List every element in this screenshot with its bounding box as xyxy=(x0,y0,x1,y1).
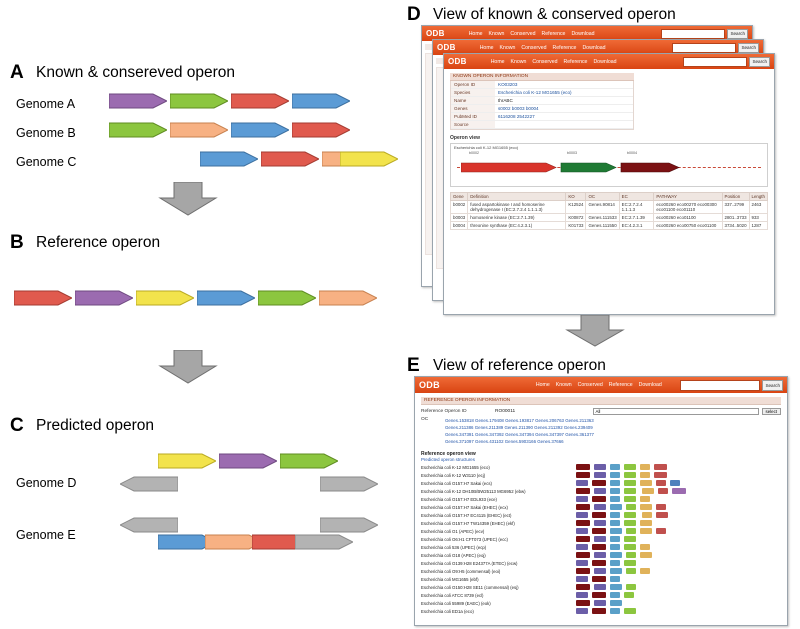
field-key: PubMed ID xyxy=(451,113,495,120)
cell-oc[interactable]: Genes.111533 xyxy=(586,214,619,222)
gene-tick-label: b0003 xyxy=(567,151,577,155)
organism-name: Escherichia coli O157:H7 TW14359 (EHEC) (ekf) xyxy=(421,521,515,526)
app-logo: ODB xyxy=(426,29,445,38)
flow-arrow-down xyxy=(565,315,625,352)
operon-glyphs xyxy=(574,552,734,559)
search-button[interactable]: Search xyxy=(762,380,783,391)
select-button[interactable]: select xyxy=(762,408,781,415)
oc-link[interactable]: Genes.371097 xyxy=(445,439,474,444)
nav-conserved[interactable]: Conserved xyxy=(532,58,558,65)
organism-name: Escherichia coli O18 (APEC) (eoj) xyxy=(421,553,486,558)
nav-known[interactable]: Known xyxy=(499,44,516,51)
search-button[interactable]: Search xyxy=(749,57,770,67)
cell-length: 2463 xyxy=(749,201,767,214)
oc-link[interactable]: Genes.239409 xyxy=(563,425,593,430)
oc-link[interactable]: Genes.206763 xyxy=(535,418,564,423)
search-input[interactable] xyxy=(683,57,747,67)
oc-link[interactable]: Genes.347391 xyxy=(445,432,474,437)
reference-operon-window[interactable] xyxy=(414,376,788,626)
gene-arrow xyxy=(340,150,398,168)
panel-a-title: Known & consereved operon xyxy=(36,64,236,81)
gene-arrow xyxy=(109,92,167,110)
cell-gene[interactable]: b0004 xyxy=(451,222,468,230)
cell-ko[interactable]: K01733 xyxy=(566,222,586,230)
gene-arrow xyxy=(292,121,350,139)
list-item[interactable] xyxy=(421,592,781,599)
predicted-operon-list xyxy=(421,464,781,615)
field-value: KO03203 xyxy=(498,82,518,87)
field-key: Genes xyxy=(451,105,495,112)
operon-glyphs xyxy=(574,584,734,591)
oc-link[interactable]: Genes.193817 xyxy=(505,418,534,423)
field-species xyxy=(451,89,633,97)
organism-name: Escherichia coli MG1655 (ebf) xyxy=(421,577,479,582)
gene-arrow xyxy=(170,92,228,110)
panel-d-title: View of known & conserved operon xyxy=(433,6,676,23)
cell-pathway[interactable]: eco00260 eco01100 xyxy=(654,214,722,222)
predicted-structures-link[interactable]: Predicted operon structures xyxy=(421,457,475,462)
field-key: Name xyxy=(451,97,495,104)
operon-glyphs xyxy=(574,568,734,575)
nav-download[interactable]: Download xyxy=(638,382,662,388)
gene-arrow-flanking xyxy=(320,516,378,534)
nav-reference[interactable]: Reference xyxy=(563,58,588,65)
flow-arrow-down xyxy=(158,350,218,389)
nav-conserved[interactable]: Conserved xyxy=(510,30,536,37)
list-item[interactable] xyxy=(421,568,781,575)
nav-known[interactable]: Known xyxy=(488,30,505,37)
oc-link[interactable]: Genes.431102 xyxy=(475,439,504,444)
cell-pathway[interactable]: eco00260 eco00750 eco01100 xyxy=(654,222,722,230)
organism-name: Escherichia coli K-12 W3110 (ecj) xyxy=(421,473,486,478)
cell-ec[interactable]: EC:2.7.1.39 xyxy=(619,214,654,222)
genome-label-b: Genome B xyxy=(16,126,76,140)
panel-e-letter: E xyxy=(407,355,420,376)
field-value[interactable]: s0002 b0003 b0004 xyxy=(498,106,539,111)
gene-arrow xyxy=(170,121,228,139)
list-item[interactable] xyxy=(421,504,781,511)
nav-home[interactable]: Home xyxy=(535,382,550,388)
cell-definition: fused aspartokinase I and homoserine dehydrogenase I (EC:2.7.2.4 1.1.1.3) xyxy=(468,201,566,214)
cell-oc[interactable]: Genes.111550 xyxy=(586,222,619,230)
operon-glyphs xyxy=(574,512,734,519)
cell-ko[interactable]: K12524 xyxy=(566,201,586,214)
organism-name: Escherichia coli 536 (UPEC) (ecp) xyxy=(421,545,487,550)
cell-gene[interactable]: b0003 xyxy=(451,214,468,222)
gene-arrow-flanking xyxy=(295,533,353,551)
nav-known[interactable]: Known xyxy=(555,382,572,388)
app-logo: ODB xyxy=(448,57,467,66)
operon-glyphs xyxy=(574,520,734,527)
nav-links xyxy=(491,59,617,65)
window-header xyxy=(415,377,787,393)
operon-glyphs xyxy=(574,592,734,599)
oc-link[interactable]: Genes.347392 xyxy=(475,432,504,437)
list-item[interactable] xyxy=(421,536,781,543)
genome-label-e: Genome E xyxy=(16,528,76,542)
operon-glyphs xyxy=(574,608,734,615)
search-area xyxy=(683,57,770,67)
search-input[interactable] xyxy=(672,43,736,53)
gene-arrow xyxy=(109,121,167,139)
organism-name: Escherichia coli K-12 MG1655 (eco) xyxy=(421,465,490,470)
operon-glyphs xyxy=(574,488,734,495)
search-input[interactable] xyxy=(680,380,760,391)
search-button[interactable]: Search xyxy=(727,29,748,39)
gene-tick-label: b0004 xyxy=(627,151,637,155)
table-row xyxy=(451,201,768,214)
field-value: thrABC xyxy=(498,98,513,103)
oc-link[interactable]: Genes.361377 xyxy=(565,432,594,437)
panel-a-letter: A xyxy=(10,62,24,83)
gene-arrow xyxy=(158,452,216,470)
gene-arrow xyxy=(292,92,350,110)
genome-label-d: Genome D xyxy=(16,476,77,490)
gene-arrow-flanking xyxy=(120,516,178,534)
gene-arrow xyxy=(136,289,194,307)
oc-link[interactable]: Genes.179408 xyxy=(475,418,504,423)
operon-glyphs xyxy=(574,576,734,583)
cell-position: 337..2799 xyxy=(722,201,749,214)
gene-tick-label: b0002 xyxy=(469,151,479,155)
table-header-row xyxy=(451,193,768,201)
field-source xyxy=(451,121,633,129)
operon-glyphs xyxy=(574,560,734,567)
genome-label-c: Genome C xyxy=(16,155,77,169)
organism-name: Escherichia coli O150:H28 SE11 (commensal) (esj) xyxy=(421,585,519,590)
table-row xyxy=(451,222,768,230)
list-item[interactable] xyxy=(421,488,781,495)
search-area xyxy=(680,380,783,391)
organism-name: Escherichia coli O1 (APEC) (ecv) xyxy=(421,529,485,534)
oc-links[interactable] xyxy=(445,417,775,445)
field-pubmed-id xyxy=(451,113,633,121)
organism-name: Escherichia coli O157:H7 Sakai (ecs) xyxy=(421,481,492,486)
col-gene: Gene xyxy=(451,193,468,201)
oc-link[interactable]: Genes.347397 xyxy=(535,432,564,437)
gene-arrow xyxy=(261,150,319,168)
gene-arrow-flanking xyxy=(120,475,178,493)
reference-id-value: RO00011 xyxy=(495,409,516,414)
gene-arrow xyxy=(200,150,258,168)
field-value: Escherichia coli K-12 MG1655 (eco) xyxy=(498,90,572,95)
nav-home[interactable]: Home xyxy=(490,58,505,65)
operon-view-label: Operon view xyxy=(450,135,481,141)
list-item[interactable] xyxy=(421,600,781,607)
oc-select[interactable]: All xyxy=(593,408,759,415)
field-key: Species xyxy=(451,89,495,96)
col-definition: Definition xyxy=(468,193,566,201)
operon-glyphs xyxy=(574,504,734,511)
list-item[interactable] xyxy=(421,576,781,583)
window-header xyxy=(444,54,774,69)
genome-label-a: Genome A xyxy=(16,97,76,111)
panel-c-letter: C xyxy=(10,415,24,436)
known-operon-window[interactable] xyxy=(443,53,775,315)
organism-name: Escherichia coli O157:H7 EDL933 (ece) xyxy=(421,497,497,502)
operon-glyphs xyxy=(574,472,734,479)
operon-glyphs xyxy=(574,528,734,535)
gene-arrow-flanking xyxy=(320,475,378,493)
search-button[interactable]: Search xyxy=(738,43,759,53)
cell-position: 2801..3733 xyxy=(722,214,749,222)
cell-ko[interactable]: K00872 xyxy=(566,214,586,222)
known-operon-section-title: KNOWN OPERON INFORMATION xyxy=(450,73,634,81)
list-item[interactable] xyxy=(421,464,781,471)
field-genes xyxy=(451,105,633,113)
operon-glyphs xyxy=(574,544,734,551)
oc-link[interactable]: Genes.37666 xyxy=(537,439,564,444)
col-ec: EC xyxy=(619,193,654,201)
cell-length: 933 xyxy=(749,214,767,222)
organism-name: Escherichia coli O139:H28 E24377A (ETEC) (ecw) xyxy=(421,561,518,566)
oc-link[interactable]: Genes.211363 xyxy=(565,418,594,423)
list-item[interactable] xyxy=(421,472,781,479)
field-key: Operon ID xyxy=(451,81,495,88)
oc-link[interactable]: Genes.211389 xyxy=(474,425,504,430)
list-item[interactable] xyxy=(421,480,781,487)
panel-d-letter: D xyxy=(407,4,421,25)
gene-arrow xyxy=(231,92,289,110)
gene-arrow xyxy=(75,289,133,307)
operon-glyphs xyxy=(574,536,734,543)
oc-link[interactable]: Genes.347394 xyxy=(505,432,534,437)
nav-known[interactable]: Known xyxy=(510,58,527,65)
panel-c-title: Predicted operon xyxy=(36,417,155,434)
gene-arrow xyxy=(231,121,289,139)
cell-ec[interactable]: EC:4.2.3.1 xyxy=(619,222,654,230)
organism-name: Escherichia coli O157:H7 Sakai (EHEC) (ecx) xyxy=(421,505,508,510)
cell-length: 1287 xyxy=(749,222,767,230)
oc-link[interactable]: Genes.153818 xyxy=(445,418,474,423)
panel-b-title: Reference operon xyxy=(36,234,161,251)
nav-download[interactable]: Download xyxy=(593,58,617,65)
oc-label: OC xyxy=(421,417,429,422)
app-logo: ODB xyxy=(437,43,456,52)
nav-home[interactable]: Home xyxy=(479,44,494,51)
organism-name: Escherichia coli 55989 (EAEC) (eok) xyxy=(421,601,491,606)
gene-arrow xyxy=(219,452,277,470)
col-ko: KO xyxy=(566,193,586,201)
operon-glyphs xyxy=(574,480,734,487)
col-pathway: PATHWAY xyxy=(654,193,722,201)
field-name xyxy=(451,97,633,105)
cell-ec[interactable]: EC:2.7.2.4 1.1.1.3 xyxy=(619,201,654,214)
cell-definition: threonine synthase (EC:4.2.3.1) xyxy=(468,222,566,230)
gene-arrow xyxy=(319,289,377,307)
oc-link[interactable]: Genes.5903166 xyxy=(504,439,537,444)
list-item[interactable] xyxy=(421,528,781,535)
reference-id-label: Reference Operon ID xyxy=(421,409,467,414)
list-item[interactable] xyxy=(421,560,781,567)
gene-table xyxy=(450,192,768,230)
operon-gene-arrows xyxy=(461,161,691,174)
operon-glyphs xyxy=(574,600,734,607)
nav-links xyxy=(480,45,606,51)
panel-b-letter: B xyxy=(10,232,24,253)
organism-name: Escherichia coli O6:H1 CFT073 (UPEC) (ecc) xyxy=(421,537,508,542)
field-operon-id xyxy=(451,81,633,89)
operon-view-species: Escherichia coli K-12 MG1655 (eco) xyxy=(454,145,519,150)
nav-links xyxy=(469,31,595,37)
nav-download[interactable]: Download xyxy=(582,44,606,51)
list-item[interactable] xyxy=(421,496,781,503)
search-area xyxy=(661,29,748,39)
list-item[interactable] xyxy=(421,544,781,551)
nav-conserved[interactable]: Conserved xyxy=(521,44,547,51)
field-key: Source xyxy=(451,121,495,128)
oc-link[interactable]: Genes.211392 xyxy=(534,425,563,430)
cell-pathway[interactable]: eco00260 eco00270 eco00300 eco01100 eco01110 xyxy=(654,201,722,214)
cell-position: 3734..5020 xyxy=(722,222,749,230)
nav-download[interactable]: Download xyxy=(571,30,595,37)
reference-section-title: REFERENCE OPERON INFORMATION xyxy=(421,397,781,405)
organism-name: Escherichia coli K-12 DH10B/BW25113 MG6952 (ebw) xyxy=(421,489,526,494)
gene-arrow xyxy=(14,289,72,307)
operon-glyphs xyxy=(574,464,734,471)
nav-reference[interactable]: Reference xyxy=(541,30,566,37)
gene-arrow xyxy=(280,452,338,470)
list-item[interactable] xyxy=(421,552,781,559)
panel-e-title: View of reference operon xyxy=(433,357,606,374)
cell-definition: homoserine kinase (EC:2.7.1.39) xyxy=(468,214,566,222)
search-area xyxy=(672,43,759,53)
gene-arrow xyxy=(197,289,255,307)
list-item[interactable] xyxy=(421,584,781,591)
list-item[interactable] xyxy=(421,608,781,615)
operon-view-box xyxy=(450,143,768,187)
organism-name: Escherichia coli ED1a (eco) xyxy=(421,609,474,614)
search-input[interactable] xyxy=(661,29,725,39)
col-oc: OC xyxy=(586,193,619,201)
organism-name: Escherichia coli ATCC 8739 (ecl) xyxy=(421,593,484,598)
app-logo: ODB xyxy=(419,380,440,390)
list-item[interactable] xyxy=(421,512,781,519)
operon-glyphs xyxy=(574,496,734,503)
table-row xyxy=(451,214,768,222)
organism-name: Escherichia coli O9:H5 (commensal) (eoi) xyxy=(421,569,501,574)
nav-reference[interactable]: Reference xyxy=(552,44,577,51)
nav-home[interactable]: Home xyxy=(468,30,483,37)
list-item[interactable] xyxy=(421,520,781,527)
nav-reference[interactable]: Reference xyxy=(608,382,633,388)
reference-operon-view-label: Reference operon view xyxy=(421,451,476,457)
nav-links xyxy=(536,382,662,388)
col-position: Position xyxy=(722,193,749,201)
col-length: Length xyxy=(749,193,767,201)
oc-link[interactable]: Genes.211386 xyxy=(445,425,474,430)
cell-oc[interactable]: Genes.90814 xyxy=(586,201,619,214)
field-value xyxy=(495,121,501,128)
oc-link[interactable]: Genes.211390 xyxy=(504,425,533,430)
flow-arrow-down xyxy=(158,182,218,221)
organism-name: Escherichia coli O157:H7 EC4115 (EHEC) (ect) xyxy=(421,513,512,518)
field-value[interactable]: 6116208 2542227 xyxy=(498,114,535,119)
cell-gene[interactable]: b0002 xyxy=(451,201,468,214)
gene-arrow xyxy=(258,289,316,307)
nav-conserved[interactable]: Conserved xyxy=(577,382,603,388)
